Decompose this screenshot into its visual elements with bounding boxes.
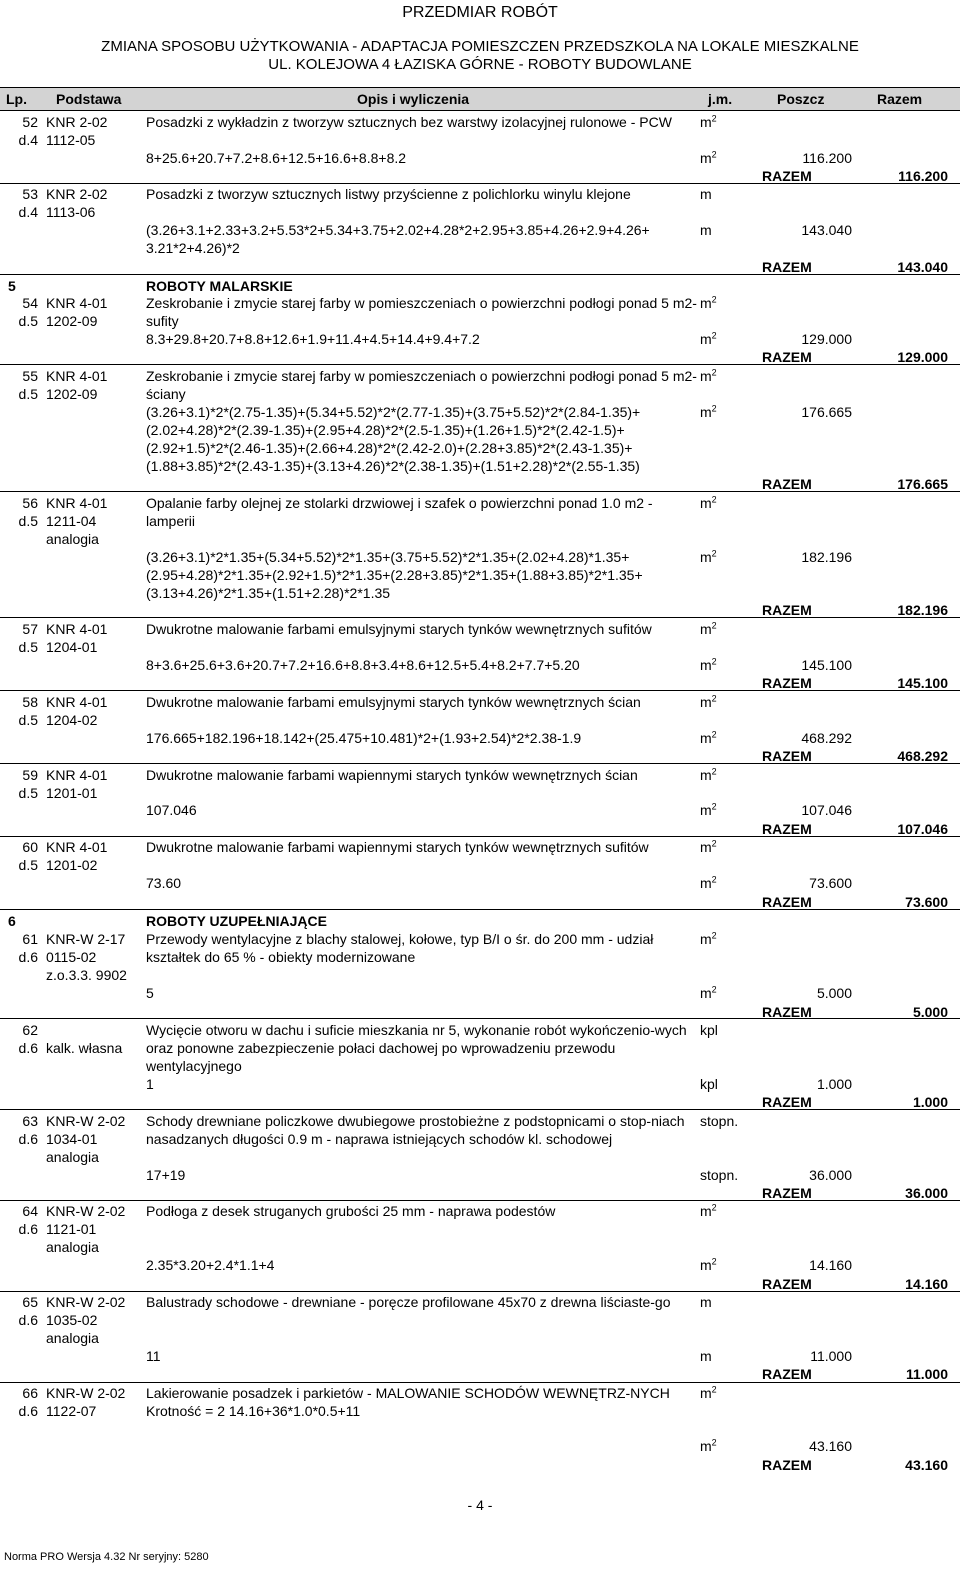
row-basis-code: 1112-05 — [46, 132, 96, 148]
row-unit: $m^2$ — [700, 838, 717, 855]
row-division: d.4 — [18, 132, 38, 148]
row-calculation: Krotność = 2 14.16+36*1.0*0.5+11 — [146, 1403, 361, 1419]
row-total-label: RAZEM — [762, 1094, 812, 1110]
row-lp: 59 — [22, 767, 38, 783]
row-calc-unit: $m^2$ — [700, 801, 717, 818]
row-calc-unit: $m^2$ — [700, 149, 717, 166]
row-basis-catalog: KNR 4-01 — [46, 694, 108, 710]
row-quantity: 14.160 — [809, 1257, 852, 1273]
row-quantity: 182.196 — [801, 549, 852, 565]
row-total-label: RAZEM — [762, 1004, 812, 1020]
row-basis-code: 1202-09 — [46, 313, 98, 329]
row-division: d.5 — [18, 513, 38, 529]
row-unit: $m^2$ — [700, 294, 717, 311]
row-calculation: 2.35*3.20+2.4*1.1+4 — [146, 1257, 275, 1273]
row-description: Opalanie farby olejnej ze stolarki drzwiowej i szafek o powierzchni ponad 1.0 m2 - lamperii — [146, 495, 653, 529]
row-quantity: 73.600 — [809, 875, 852, 891]
section-title: ROBOTY MALARSKIE — [146, 278, 293, 294]
row-basis-catalog: KNR-W 2-17 — [46, 931, 126, 947]
software-footer: Norma PRO Wersja 4.32 Nr seryjny: 5280 — [4, 1551, 209, 1563]
row-division: d.6 — [18, 1040, 38, 1056]
row-division: d.6 — [18, 1221, 38, 1237]
row-lp: 56 — [22, 495, 38, 511]
row-separator — [0, 491, 960, 492]
row-lp: 55 — [22, 368, 38, 384]
col-opis: Opis i wyliczenia — [357, 91, 470, 107]
row-calc-unit: $m^2$ — [700, 984, 717, 1001]
row-description: Dwukrotne malowanie farbami wapiennymi starych tynków wewnętrznych ścian — [146, 767, 638, 783]
row-description: Posadzki z tworzyw sztucznych listwy przyścienne z polichlorku winylu klejone — [146, 186, 631, 202]
row-quantity: 43.160 — [809, 1438, 852, 1454]
col-jm: j.m. — [708, 91, 733, 107]
row-lp: 58 — [22, 694, 38, 710]
row-basis-catalog: KNR 4-01 — [46, 839, 108, 855]
col-podstawa: Podstawa — [56, 91, 122, 107]
row-total-value: 145.100 — [897, 675, 948, 691]
row-basis-code: 1201-02 — [46, 857, 98, 873]
row-basis-code: 1204-02 — [46, 712, 98, 728]
row-quantity: 36.000 — [809, 1167, 852, 1183]
row-total-label: RAZEM — [762, 1276, 812, 1292]
row-basis-code: 1202-09 — [46, 386, 98, 402]
row-description: Dwukrotne malowanie farbami emulsyjnymi starych tynków wewnętrznych sufitów — [146, 621, 652, 637]
row-quantity: 143.040 — [801, 222, 852, 238]
project-address: UL. KOLEJOWA 4 ŁAZISKA GÓRNE - ROBOTY BUDOWLANE — [268, 56, 692, 73]
row-total-label: RAZEM — [762, 602, 812, 618]
row-basis-note: z.o.3.3. 9902 — [46, 967, 127, 983]
row-description: Dwukrotne malowanie farbami wapiennymi starych tynków wewnętrznych sufitów — [146, 839, 649, 855]
row-lp: 60 — [22, 839, 38, 855]
row-basis-code: 1201-01 — [46, 785, 98, 801]
document-title: PRZEDMIAR ROBÓT — [402, 4, 558, 21]
row-basis-code: 1211-04 — [46, 513, 97, 529]
row-description: Balustrady schodowe - drewniane - poręcze profilowane 45x70 z drewna liściaste-go — [146, 1294, 671, 1310]
col-poszcz: Poszcz — [777, 91, 825, 107]
row-unit: m — [700, 186, 712, 202]
row-quantity: 5.000 — [816, 985, 852, 1001]
row-basis-code: 1034-01 — [46, 1131, 98, 1147]
row-calculation: 1 — [146, 1076, 154, 1092]
row-calc-unit: m — [700, 1348, 712, 1364]
row-separator — [0, 183, 960, 184]
section-number: 6 — [8, 913, 16, 929]
row-separator — [0, 1200, 960, 1201]
row-calc-unit: $m^2$ — [700, 1256, 717, 1273]
row-calc-unit: $m^2$ — [700, 330, 717, 347]
row-total-value: 107.046 — [897, 821, 948, 837]
row-basis-catalog: KNR 4-01 — [46, 495, 108, 511]
row-unit: kpl — [700, 1022, 718, 1038]
row-basis-code: 1204-01 — [46, 639, 98, 655]
row-description: Schody drewniane policzkowe dwubiegowe prostobieżne z podstopnicami o stop-niach nasadzanych długości 0.9 m - naprawa istniejących schodów kl. schodowej — [146, 1113, 685, 1147]
row-calc-unit: $m^2$ — [700, 1437, 717, 1454]
column-header-row — [0, 87, 960, 111]
row-lp: 66 — [22, 1385, 38, 1401]
row-total-label: RAZEM — [762, 748, 812, 764]
row-calculation: 11 — [146, 1348, 161, 1364]
row-calculation: 176.665+182.196+18.142+(25.475+10.481)*2+(1.93+2.54)*2*2.38-1.9 — [146, 730, 582, 746]
row-unit: $m^2$ — [700, 620, 717, 637]
row-quantity: 176.665 — [801, 404, 852, 420]
row-calc-unit: m — [700, 222, 712, 238]
row-calc-unit: $m^2$ — [700, 656, 717, 673]
row-basis-catalog: KNR 4-01 — [46, 368, 108, 384]
row-quantity: 1.000 — [816, 1076, 852, 1092]
row-separator — [0, 1291, 960, 1292]
row-total-label: RAZEM — [762, 476, 812, 492]
row-unit: $m^2$ — [700, 766, 717, 783]
row-separator — [0, 909, 960, 910]
row-quantity: 145.100 — [801, 657, 852, 673]
row-lp: 61 — [22, 931, 38, 947]
row-unit: $m^2$ — [700, 1384, 717, 1401]
row-separator — [0, 763, 960, 764]
row-total-value: 5.000 — [912, 1004, 948, 1020]
row-lp: 53 — [22, 186, 38, 202]
row-basis-code: 0115-02 — [46, 949, 97, 965]
row-description: Wycięcie otworu w dachu i suficie mieszkania nr 5, wykonanie robót wykończenio-wych oraz ponowne zabezpieczenie połaci dachowej po wprowadzeniu przewodu wentylacyjnego — [146, 1022, 687, 1074]
row-description: Posadzki z wykładzin z tworzyw sztucznych bez warstwy izolacyjnej rulonowe - PCW — [146, 114, 672, 130]
row-total-value: 116.200 — [898, 168, 948, 184]
row-lp: 57 — [22, 621, 38, 637]
row-basis-catalog: KNR-W 2-02 — [46, 1203, 126, 1219]
row-total-label: RAZEM — [762, 675, 812, 691]
row-separator — [0, 690, 960, 691]
row-separator — [0, 1018, 960, 1019]
row-total-value: 468.292 — [897, 748, 948, 764]
row-unit: $m^2$ — [700, 494, 717, 511]
row-unit: $m^2$ — [700, 367, 717, 384]
row-calc-unit: $m^2$ — [700, 403, 717, 420]
row-lp: 54 — [22, 295, 38, 311]
row-unit: $m^2$ — [700, 113, 717, 130]
row-basis-catalog: KNR-W 2-02 — [46, 1113, 126, 1129]
row-separator — [0, 1109, 960, 1110]
row-basis-code: kalk. własna — [46, 1040, 123, 1056]
row-basis-note: analogia — [46, 1330, 99, 1346]
row-description: Lakierowanie posadzek i parkietów - MALOWANIE SCHODÓW WEWNĘTRZ-NYCH — [146, 1385, 670, 1401]
row-division: d.6 — [18, 949, 38, 965]
row-separator — [0, 274, 960, 275]
row-basis-note: analogia — [46, 531, 99, 547]
row-division: d.5 — [18, 386, 38, 402]
row-division: d.5 — [18, 785, 38, 801]
row-calculation: 8+3.6+25.6+3.6+20.7+7.2+16.6+8.8+3.4+8.6+12.5+5.4+8.2+7.7+5.20 — [146, 657, 580, 673]
row-basis-code: 1113-06 — [46, 204, 96, 220]
row-calculation: 8.3+29.8+20.7+8.8+12.6+1.9+11.4+4.5+14.4+9.4+7.2 — [146, 331, 480, 347]
row-separator — [0, 617, 960, 618]
row-calculation: (3.26+3.1+2.33+3.2+5.53*2+5.34+3.75+2.02+4.28*2+2.95+3.85+4.26+2.9+4.26+ 3.21*2+4.26)*2 — [146, 222, 650, 256]
row-unit: $m^2$ — [700, 930, 717, 947]
project-title: ZMIANA SPOSOBU UŻYTKOWANIA - ADAPTACJA POMIESZCZEN PRZEDSZKOLA NA LOKALE MIESZKALNE — [101, 38, 859, 55]
section-title: ROBOTY UZUPEŁNIAJĄCE — [146, 913, 327, 929]
row-basis-code: 1121-01 — [46, 1221, 97, 1237]
row-calculation: 17+19 — [146, 1167, 186, 1183]
row-calc-unit: $m^2$ — [700, 548, 717, 565]
row-basis-catalog: KNR 2-02 — [46, 186, 108, 202]
row-calculation: (3.26+3.1)*2*(2.75-1.35)+(5.34+5.52)*2*(2.77-1.35)+(3.75+5.52)*2*(2.84-1.35)+ (2.02+4.28)*2*(2.39-1.35)+(2.95+4.28)*2*(2.5-1.35)+(1.26+1.5)*2*(2.42-1.5)+ (2.92+1.5)*2*(2.46-1.35)+(2.66+4.28)*2*(2.42-2.0)+(2.28+3.85)*2*(2.43-1.35)+ (1.88+3.85)*2*(2.43-1.35)+(3.13+4.26)*2*(2.38-1.35)+(1.51+2.28)*2*(2.55-1.35) — [146, 404, 641, 474]
row-description: Zeskrobanie i zmycie starej farby w pomieszczeniach o powierzchni podłogi ponad 5 m2-ściany — [146, 368, 697, 402]
row-separator — [0, 364, 960, 365]
row-total-value: 14.160 — [905, 1276, 948, 1292]
row-calculation: 5 — [146, 985, 154, 1001]
row-total-value: 143.040 — [897, 259, 948, 275]
row-basis-code: 1122-07 — [46, 1403, 97, 1419]
row-division: d.5 — [18, 639, 38, 655]
row-total-value: 43.160 — [905, 1457, 948, 1473]
row-description: Przewody wentylacyjne z blachy stalowej, kołowe, typ B/I o śr. do 200 mm - udział kształtek do 65 % - obiekty modernizowane — [146, 931, 654, 965]
section-number: 5 — [8, 278, 16, 294]
row-total-label: RAZEM — [762, 821, 812, 837]
row-total-label: RAZEM — [762, 1366, 812, 1382]
row-basis-catalog: KNR 4-01 — [46, 621, 108, 637]
row-lp: 63 — [22, 1113, 38, 1129]
row-separator — [0, 836, 960, 837]
row-lp: 52 — [22, 114, 38, 130]
row-unit: $m^2$ — [700, 693, 717, 710]
row-total-label: RAZEM — [762, 349, 812, 365]
row-basis-note: analogia — [46, 1239, 99, 1255]
row-division: d.4 — [18, 204, 38, 220]
row-total-label: RAZEM — [762, 1457, 812, 1473]
row-calc-unit: kpl — [700, 1076, 718, 1092]
row-basis-catalog: KNR-W 2-02 — [46, 1294, 126, 1310]
row-quantity: 129.000 — [801, 331, 852, 347]
row-total-value: 36.000 — [905, 1185, 948, 1201]
row-division: d.5 — [18, 712, 38, 728]
row-total-label: RAZEM — [762, 259, 812, 275]
row-description: Podłoga z desek struganych grubości 25 mm - naprawa podestów — [146, 1203, 556, 1219]
row-unit: m — [700, 1294, 712, 1310]
row-total-value: 129.000 — [897, 349, 948, 365]
row-quantity: 116.200 — [802, 150, 852, 166]
row-total-label: RAZEM — [762, 1185, 812, 1201]
row-division: d.6 — [18, 1131, 38, 1147]
row-basis-catalog: KNR 2-02 — [46, 114, 108, 130]
col-lp: Lp. — [6, 91, 27, 107]
col-razem: Razem — [877, 91, 923, 107]
row-total-label: RAZEM — [762, 894, 812, 910]
row-quantity: 11.000 — [810, 1348, 852, 1364]
row-total-value: 1.000 — [912, 1094, 948, 1110]
row-quantity: 468.292 — [801, 730, 852, 746]
row-lp: 64 — [22, 1203, 38, 1219]
row-total-label: RAZEM — [762, 168, 812, 184]
row-quantity: 107.046 — [801, 802, 852, 818]
row-calculation: 73.60 — [146, 875, 182, 891]
row-basis-catalog: KNR 4-01 — [46, 767, 108, 783]
row-separator — [0, 1382, 960, 1383]
row-lp: 65 — [22, 1294, 38, 1310]
row-calc-unit: $m^2$ — [700, 729, 717, 746]
row-calc-unit: stopn. — [700, 1167, 739, 1183]
row-basis-note: analogia — [46, 1149, 99, 1165]
row-description: Zeskrobanie i zmycie starej farby w pomieszczeniach o powierzchni podłogi ponad 5 m2-sufity — [146, 295, 697, 329]
row-unit: stopn. — [700, 1113, 739, 1129]
row-division: d.5 — [18, 857, 38, 873]
row-calculation: 107.046 — [146, 802, 197, 818]
row-total-value: 11.000 — [905, 1366, 948, 1382]
row-division: d.6 — [18, 1403, 38, 1419]
row-calc-unit: $m^2$ — [700, 874, 717, 891]
row-basis-catalog: KNR 4-01 — [46, 295, 108, 311]
page-number: - 4 - — [467, 1497, 493, 1513]
row-lp: 62 — [22, 1022, 38, 1038]
row-description: Dwukrotne malowanie farbami emulsyjnymi starych tynków wewnętrznych ścian — [146, 694, 641, 710]
row-total-value: 73.600 — [905, 894, 948, 910]
row-basis-code: 1035-02 — [46, 1312, 98, 1328]
row-basis-catalog: KNR-W 2-02 — [46, 1385, 126, 1401]
row-calculation: (3.26+3.1)*2*1.35+(5.34+5.52)*2*1.35+(3.75+5.52)*2*1.35+(2.02+4.28)*1.35+ (2.95+4.28)*2*1.35+(2.92+1.5)*2*1.35+(2.28+3.85)*2*1.35+(1.88+3.85)*2*1.35+ (3.13+4.26)*2*1.35+(1.51+2.28)*2*1.35 — [146, 549, 643, 601]
row-total-value: 176.665 — [897, 476, 948, 492]
row-division: d.5 — [18, 313, 38, 329]
row-calculation: 8+25.6+20.7+7.2+8.6+12.5+16.6+8.8+8.2 — [146, 150, 407, 166]
row-division: d.6 — [18, 1312, 38, 1328]
row-total-value: 182.196 — [897, 602, 948, 618]
row-unit: $m^2$ — [700, 1202, 717, 1219]
